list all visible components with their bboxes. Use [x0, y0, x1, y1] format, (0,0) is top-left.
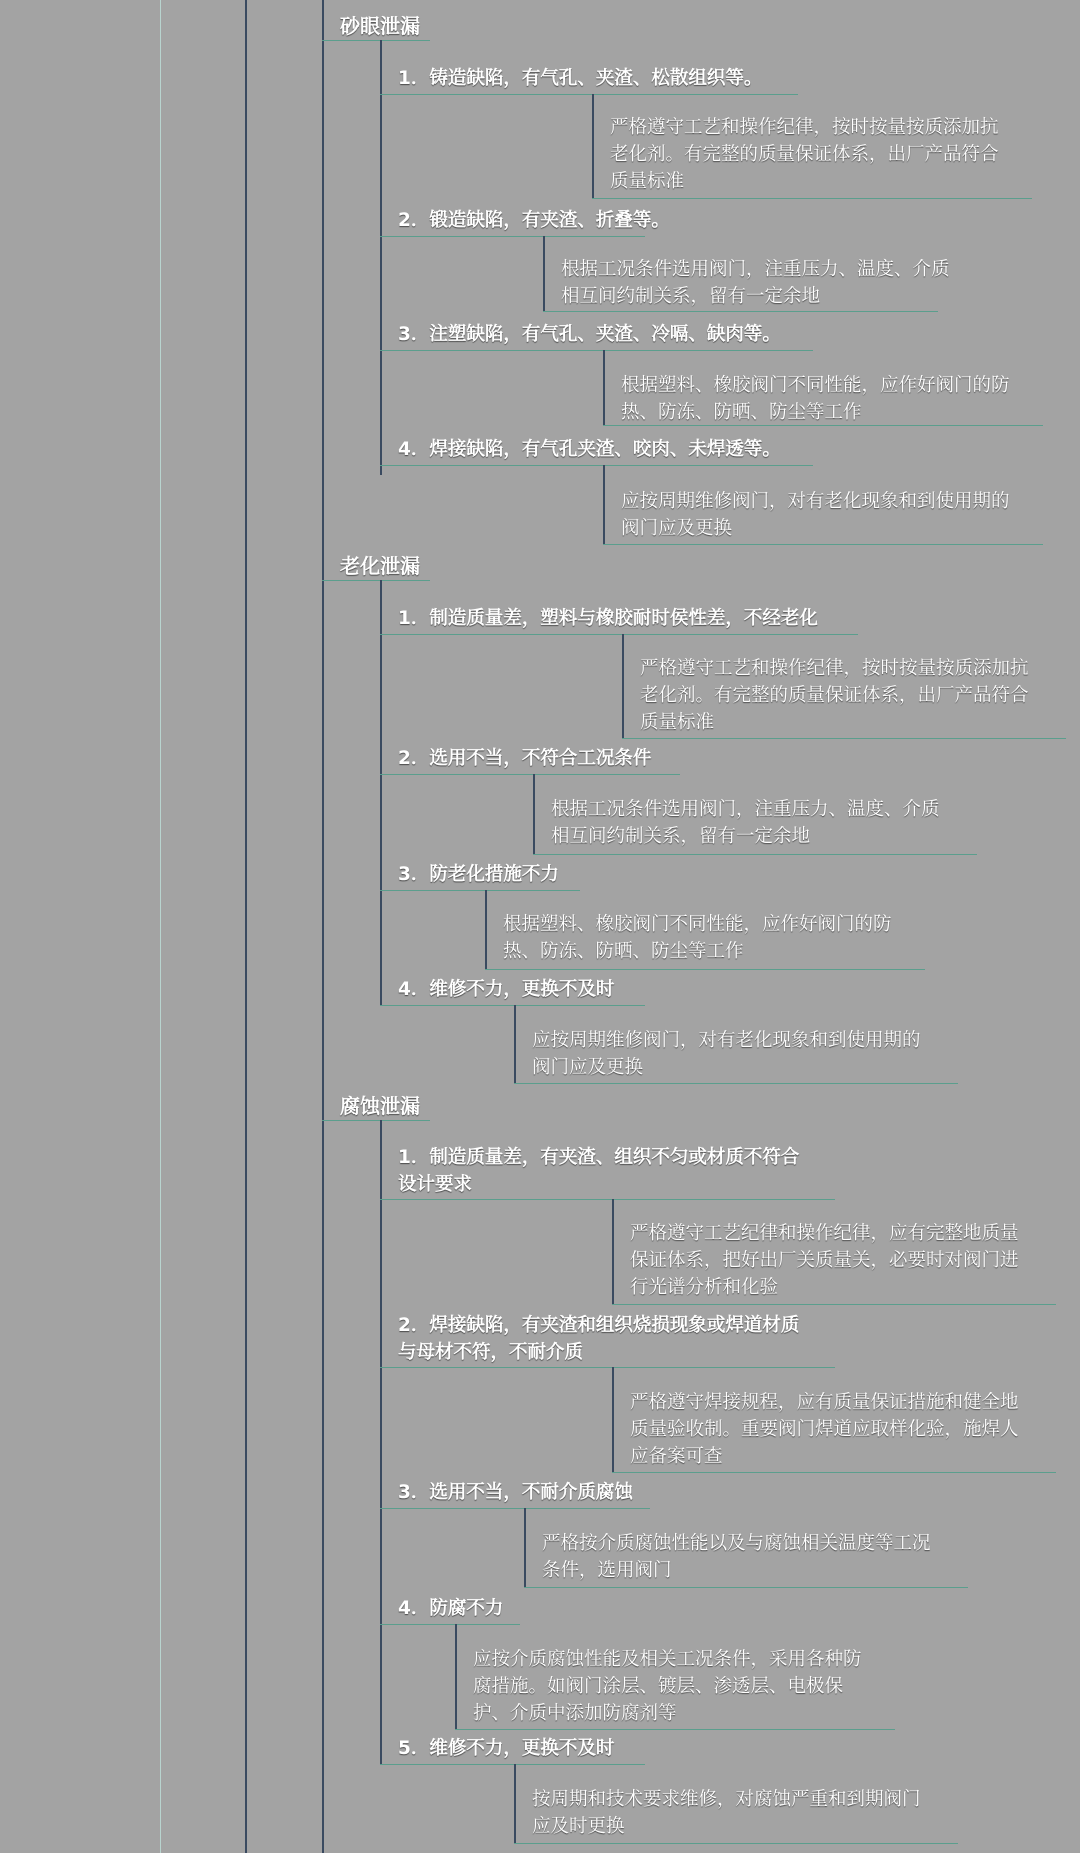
solution-node[interactable]: 严格遵守焊接规程，应有质量保证措施和健全地 质量验收制。重要阀门焊道应取样化验，施焊人 应备案可查: [630, 1392, 1019, 1467]
cause-branch-line: [380, 1120, 382, 1765]
solution-node[interactable]: 严格遵守工艺纪律和操作纪律，应有完整地质量 保证体系，把好出厂关质量关，必要时对阀门进 行光谱分析和化验: [630, 1223, 1019, 1298]
cause-underline: [380, 236, 645, 237]
solution-node[interactable]: 根据塑料、橡胶阀门不同性能，应作好阀门的防 热、防冻、防晒、防尘等工作: [621, 375, 1010, 423]
solution-underline: [603, 544, 1043, 545]
cause-underline: [380, 890, 580, 891]
cause-node[interactable]: 3．选用不当，不耐介质腐蚀: [398, 1482, 633, 1503]
cause-underline: [380, 634, 858, 635]
solution-connector: [533, 774, 535, 855]
solution-connector: [485, 890, 487, 970]
category-title-aging-leak[interactable]: 老化泄漏: [340, 554, 420, 578]
solution-connector: [622, 634, 624, 739]
cause-node[interactable]: 1．铸造缺陷，有气孔、夹渣、松散组织等。: [398, 68, 763, 89]
solution-connector: [514, 1764, 516, 1844]
solution-node[interactable]: 严格遵守工艺和操作纪律，按时按量按质添加抗 老化剂。有完整的质量保证体系，出厂产品符合 质量标准: [640, 658, 1029, 733]
cause-node[interactable]: 4．防腐不力: [398, 1598, 504, 1619]
cause-node[interactable]: 2．焊接缺陷，有夹渣和组织烧损现象或焊道材质 与母材不符，不耐介质: [398, 1315, 800, 1363]
cause-underline: [380, 465, 813, 466]
solution-node[interactable]: 应按周期维修阀门，对有老化现象和到使用期的 阀门应及更换: [621, 491, 1010, 539]
solution-underline: [514, 1843, 958, 1844]
solution-node[interactable]: 应按介质腐蚀性能及相关工况条件，采用各种防 腐措施。如阀门涂层、镀层、渗透层、电极保 护、介质中添加防腐剂等: [473, 1649, 862, 1724]
solution-connector: [524, 1508, 526, 1588]
solution-connector: [455, 1624, 457, 1730]
cause-branch-line: [380, 580, 382, 1005]
solution-connector: [514, 1005, 516, 1084]
cause-node[interactable]: 3．注塑缺陷，有气孔、夹渣、冷嗝、缺肉等。: [398, 324, 781, 345]
cause-underline: [380, 1367, 835, 1368]
solution-connector: [612, 1367, 614, 1473]
solution-connector: [603, 465, 605, 545]
cause-underline: [380, 1199, 835, 1200]
solution-underline: [485, 969, 925, 970]
outer-branch-line: [160, 0, 161, 1853]
category-title-sandhole-leak[interactable]: 砂眼泄漏: [340, 14, 420, 38]
solution-node[interactable]: 按周期和技术要求维修，对腐蚀严重和到期阀门 应及时更换: [532, 1789, 921, 1837]
cause-node[interactable]: 5．维修不力，更换不及时: [398, 1738, 615, 1759]
category-underline: [322, 1120, 430, 1121]
solution-node[interactable]: 严格遵守工艺和操作纪律，按时按量按质添加抗 老化剂。有完整的质量保证体系，出厂产品符合 质量标准: [610, 117, 999, 192]
solution-node[interactable]: 根据工况条件选用阀门，注重压力、温度、介质 相互间约制关系，留有一定余地: [561, 259, 950, 307]
solution-underline: [455, 1729, 895, 1730]
solution-node[interactable]: 应按周期维修阀门，对有老化现象和到使用期的 阀门应及更换: [532, 1030, 921, 1078]
cause-underline: [380, 1624, 520, 1625]
cause-node[interactable]: 2．选用不当，不符合工况条件: [398, 748, 652, 769]
category-branch-line: [322, 0, 324, 1853]
solution-underline: [533, 854, 977, 855]
solution-connector: [603, 350, 605, 426]
solution-underline: [612, 1472, 1056, 1473]
cause-node[interactable]: 4．焊接缺陷，有气孔夹渣、咬肉、未焊透等。: [398, 439, 781, 460]
solution-underline: [543, 311, 938, 312]
solution-node[interactable]: 严格按介质腐蚀性能以及与腐蚀相关温度等工况 条件，选用阀门: [542, 1533, 931, 1581]
solution-underline: [622, 738, 1066, 739]
category-title-corrosion-leak[interactable]: 腐蚀泄漏: [340, 1094, 420, 1118]
category-underline: [322, 40, 430, 41]
cause-node[interactable]: 1．制造质量差，有夹渣、组织不匀或材质不符合 设计要求: [398, 1147, 800, 1195]
solution-node[interactable]: 根据塑料、橡胶阀门不同性能，应作好阀门的防 热、防冻、防晒、防尘等工作: [503, 914, 892, 962]
cause-underline: [380, 94, 798, 95]
solution-underline: [592, 198, 1032, 199]
cause-underline: [380, 774, 680, 775]
category-underline: [322, 580, 430, 581]
solution-connector: [612, 1199, 614, 1305]
cause-underline: [380, 350, 813, 351]
cause-node[interactable]: 4．维修不力，更换不及时: [398, 979, 615, 1000]
cause-node[interactable]: 1．制造质量差，塑料与橡胶耐时侯性差，不经老化: [398, 608, 818, 629]
cause-underline: [380, 1764, 645, 1765]
solution-underline: [524, 1587, 968, 1588]
cause-underline: [380, 1005, 645, 1006]
solution-underline: [612, 1304, 1056, 1305]
cause-underline: [380, 1508, 650, 1509]
cause-node[interactable]: 3．防老化措施不力: [398, 864, 559, 885]
solution-underline: [514, 1083, 958, 1084]
root-branch-line: [245, 0, 247, 1853]
cause-branch-line: [380, 40, 382, 475]
solution-node[interactable]: 根据工况条件选用阀门，注重压力、温度、介质 相互间约制关系，留有一定余地: [551, 799, 940, 847]
solution-connector: [592, 94, 594, 199]
cause-node[interactable]: 2．锻造缺陷，有夹渣、折叠等。: [398, 210, 670, 231]
solution-underline: [603, 425, 1043, 426]
solution-connector: [543, 236, 545, 312]
